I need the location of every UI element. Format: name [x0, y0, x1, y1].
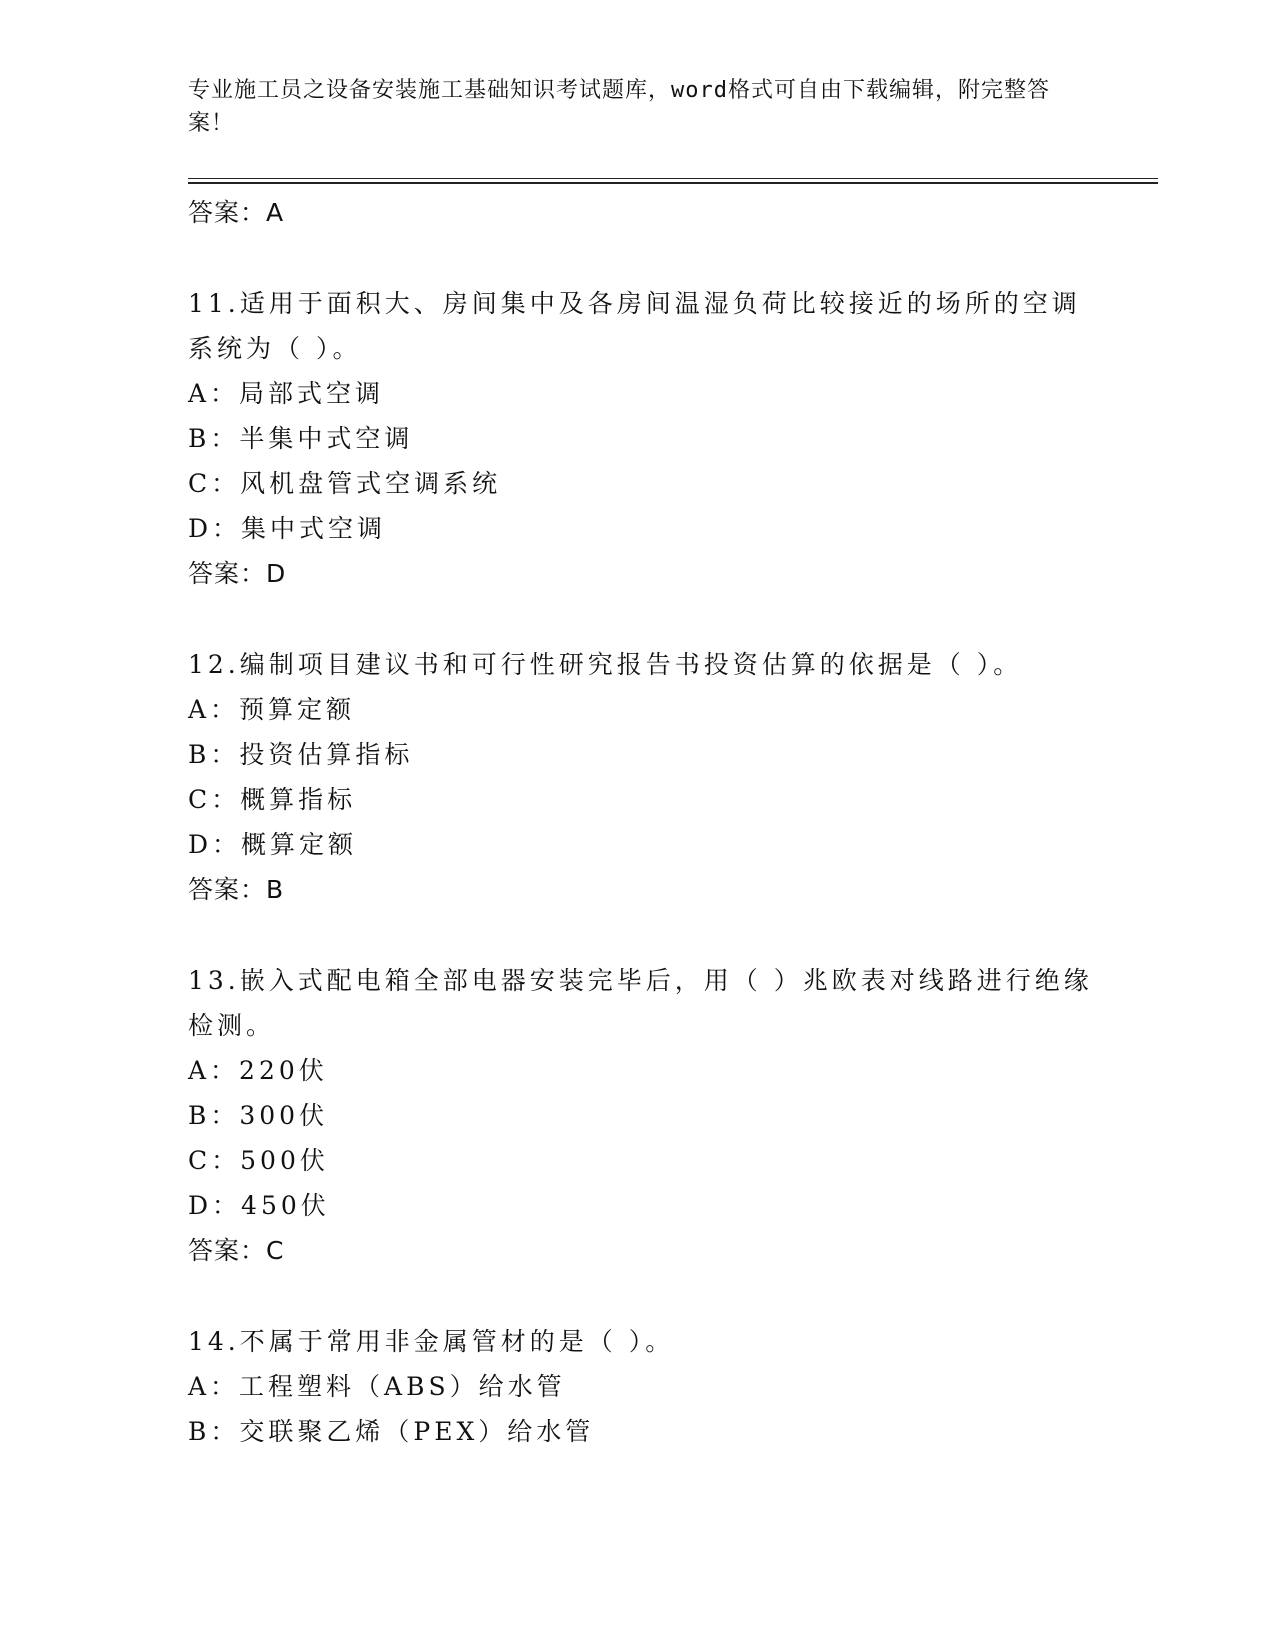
question-list [188, 190, 1108, 1454]
answer-line: 答案：A [188, 198, 285, 227]
option-a: A：局部式空调 [188, 379, 385, 408]
question-stem: 12.编制项目建议书和可行性研究报告书投资估算的依据是（ ）。 [188, 650, 1023, 679]
option-b: B：300伏 [188, 1101, 329, 1130]
option-b: B：交联聚乙烯（PEX）给水管 [188, 1417, 595, 1446]
answer-line: 答案：B [188, 875, 285, 904]
option-c: C：500伏 [188, 1146, 329, 1175]
header-divider-thick [188, 182, 1158, 184]
question-stem: 11.适用于面积大、房间集中及各房间温湿负荷比较接近的场所的空调系统为（ ）。 [188, 289, 1081, 363]
option-a: A：工程塑料（ABS）给水管 [188, 1372, 566, 1401]
option-d: D：概算定额 [188, 830, 358, 859]
option-a: A：220伏 [188, 1056, 328, 1085]
option-c: C：概算指标 [188, 785, 357, 814]
header-divider-thin [188, 178, 1158, 179]
option-d: D：450伏 [188, 1191, 330, 1220]
answer-line: 答案：D [188, 559, 287, 588]
answer-line: 答案：C [188, 1236, 285, 1265]
question-block [188, 958, 1108, 1274]
option-b: B：投资估算指标 [188, 740, 414, 769]
option-d: D：集中式空调 [188, 514, 387, 543]
question-block [188, 642, 1108, 913]
option-a: A：预算定额 [188, 695, 356, 724]
option-c: C：风机盘管式空调系统 [188, 469, 502, 498]
question-stem: 14.不属于常用非金属管材的是（ ）。 [188, 1327, 675, 1356]
document-header: 专业施工员之设备安装施工基础知识考试题库，word格式可自由下载编辑，附完整答案！ [188, 78, 1050, 136]
option-b: B：半集中式空调 [188, 424, 414, 453]
question-block [188, 281, 1108, 597]
question-block [188, 1319, 1108, 1454]
question-stem: 13.嵌入式配电箱全部电器安装完毕后，用（ ）兆欧表对线路进行绝缘检测。 [188, 966, 1093, 1040]
